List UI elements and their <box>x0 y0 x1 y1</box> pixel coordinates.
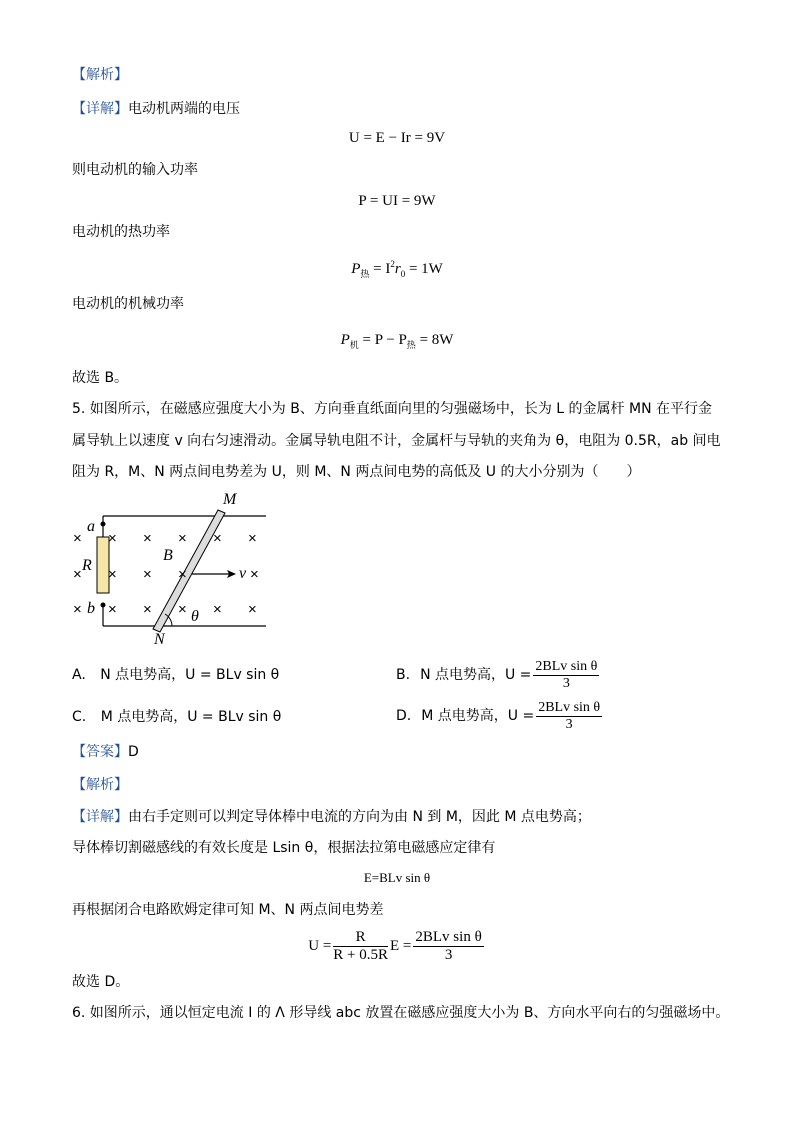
cross: × <box>213 601 222 618</box>
cross: × <box>248 530 257 547</box>
option-c-letter: C. <box>72 709 87 725</box>
cross: × <box>248 601 257 618</box>
label-a: a <box>87 518 95 535</box>
question-stem-line: 6. 如图所示，通以恒定电流 I 的 Λ 形导线 abc 放置在磁感应强度大小为 B、方向水平向右的匀强磁场中。 <box>72 1005 730 1021</box>
option-d-numerator: 2BLv sin θ <box>538 699 601 715</box>
option-b-denominator: 3 <box>562 675 570 691</box>
text-line: 再根据闭合电路欧姆定律可知 M、N 两点间电势差 <box>72 902 384 918</box>
label-N: N <box>154 631 165 644</box>
terminal-a <box>101 522 106 527</box>
label-B: B <box>163 547 173 564</box>
equation-emf: E=BLv sin θ <box>363 870 431 885</box>
cross: × <box>178 566 187 583</box>
cross: × <box>178 601 187 618</box>
terminal-b <box>101 603 106 608</box>
detail-line <box>72 102 240 116</box>
text-line: 电动机的机械功率 <box>72 296 184 312</box>
option-b[interactable] <box>396 655 601 695</box>
cross: × <box>143 530 152 547</box>
cross: × <box>73 566 82 583</box>
cross: × <box>108 530 117 547</box>
detail-tag: 【详解】 <box>72 101 128 117</box>
option-a-text: N 点电势高，U = BLv sin θ <box>100 667 280 683</box>
equation-input-power: P = UI = 9W <box>358 193 436 209</box>
question-stem-line: 5. 如图所示，在磁感应强度大小为 B、方向垂直纸面向里的匀强磁场中，长为 L 的金属杆 MN 在平行金 <box>72 401 713 417</box>
cross: × <box>108 566 117 583</box>
analysis-header: 【解析】 <box>72 777 128 793</box>
cross: × <box>213 530 222 547</box>
text-line: 导体棒切割磁感线的有效长度是 Lsin θ，根据法拉第电磁感应定律有 <box>72 840 496 856</box>
label-M: M <box>223 491 237 508</box>
option-d-letter: D. <box>396 708 412 724</box>
cross: × <box>250 566 259 583</box>
option-b-letter: B. <box>396 667 411 683</box>
detail-text: 由右手定则可以判定导体棒中电流的方向为由 N 到 M，因此 M 点电势高； <box>128 809 591 825</box>
option-a-letter: A. <box>72 667 86 683</box>
cross: × <box>73 530 82 547</box>
detail-tag: 【详解】 <box>72 809 128 825</box>
conclusion: 故选 D。 <box>72 974 130 990</box>
option-b-numerator: 2BLv sin θ <box>535 658 598 674</box>
equation-potential-difference: U = $\frac{R}{R + 0.5R}$ E = $\frac{\text{2BLv sin θ}}{3}$ <box>308 928 482 963</box>
answer-value: D <box>128 744 139 760</box>
circuit-figure <box>68 488 272 644</box>
text-line: 电动机的热功率 <box>72 224 170 240</box>
answer-tag: 【答案】 <box>72 744 128 760</box>
cross: × <box>73 601 82 618</box>
label-theta: θ <box>191 608 199 625</box>
detail-line <box>72 810 591 824</box>
option-d[interactable] <box>396 696 604 736</box>
option-d-denominator: 3 <box>565 716 573 732</box>
cross: × <box>178 530 187 547</box>
text-line: 则电动机的输入功率 <box>72 162 198 178</box>
label-v: v <box>239 565 247 582</box>
equation-heat-power: $P_热 = I^2r_0 = 1W$ <box>351 259 443 279</box>
cross: × <box>108 601 117 618</box>
label-b: b <box>87 600 95 617</box>
option-c-text: M 点电势高，U = BLv sin θ <box>100 709 282 725</box>
detail-text: 电动机两端的电压 <box>128 101 240 117</box>
question-stem-line: 属导轨上以速度 v 向右匀速滑动。金属导轨电阻不计，金属杆与导轨的夹角为 θ，电阻为 0.5R，ab 间电 <box>72 433 721 449</box>
equation-voltage: U = E − Ir = 9V <box>348 130 446 146</box>
equation-mechanical-power: $P_机 = P - P_热 = 8W$ <box>340 332 454 350</box>
option-c[interactable] <box>72 710 281 724</box>
label-R: R <box>82 557 92 574</box>
cross: × <box>143 601 152 618</box>
analysis-header: 【解析】 <box>72 67 128 83</box>
cross: × <box>143 566 152 583</box>
question-stem-line: 阻为 R，M、N 两点间电势差为 U，则 M、N 两点间电势的高低及 U 的大小分别为（ ） <box>72 464 641 480</box>
option-a[interactable] <box>72 668 279 682</box>
option-b-text: N 点电势高，U = <box>420 667 532 683</box>
conclusion: 故选 B。 <box>72 370 129 386</box>
option-d-text: M 点电势高，U = <box>421 708 535 724</box>
answer-line <box>72 745 139 759</box>
